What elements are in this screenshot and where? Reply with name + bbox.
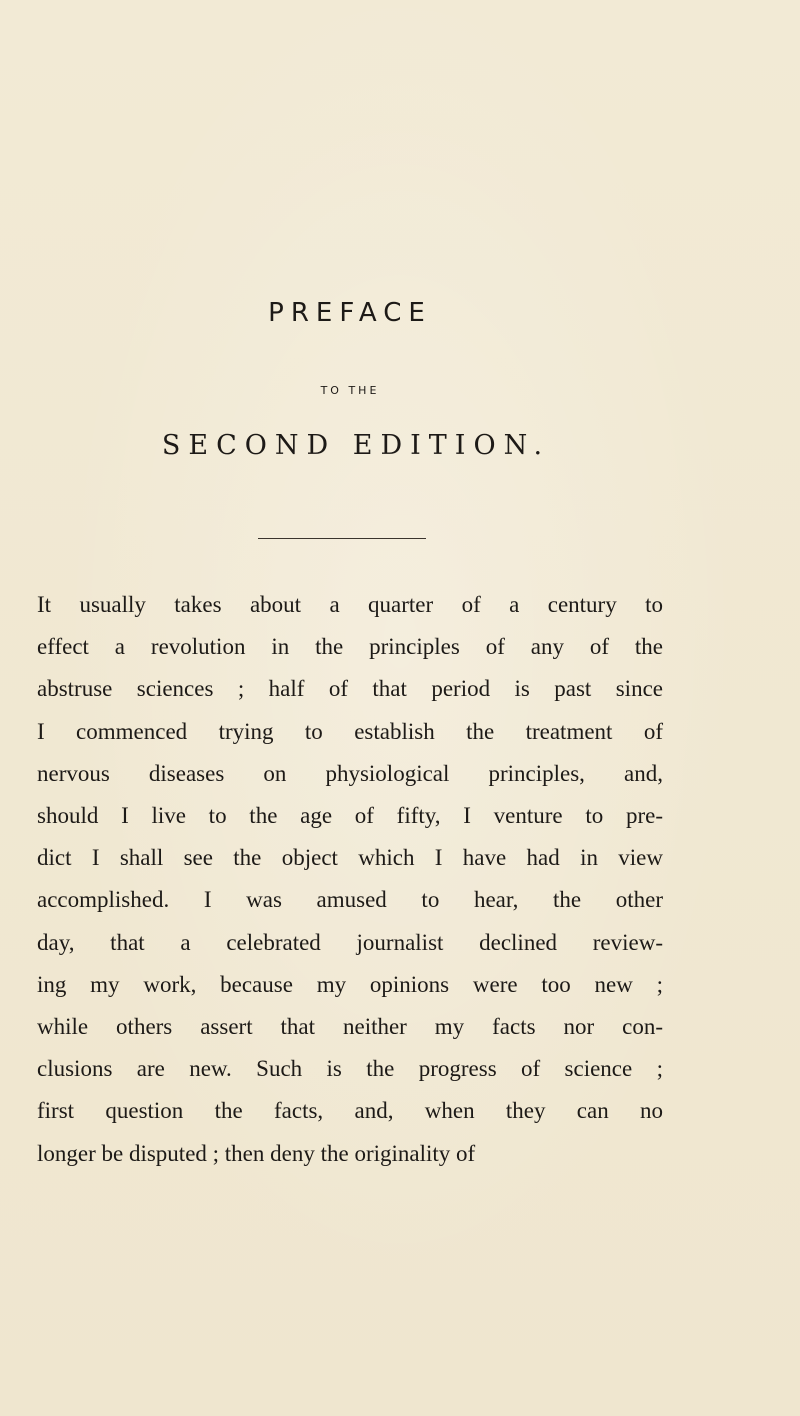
body-line: should I live to the age of fifty, I venture to pre- xyxy=(37,803,663,829)
body-line: accomplished. I was amused to hear, the other xyxy=(37,887,663,913)
body-line: dict I shall see the object which I have had in view xyxy=(37,845,663,871)
body-line: longer be disputed ; then deny the originality of xyxy=(37,1140,476,1166)
body-line: while others assert that neither my facts nor con- xyxy=(37,1014,663,1040)
body-line: first question the facts, and, when they can no xyxy=(37,1098,663,1124)
subtitle-edition: SECOND EDITION. xyxy=(161,430,551,461)
body-line: I commenced trying to establish the treatment of xyxy=(37,718,663,744)
body-line: day, that a celebrated journalist declined review- xyxy=(37,929,663,955)
body-line: ing my work, because my opinions were too new ; xyxy=(37,971,663,997)
body-line: It usually takes about a quarter of a century to xyxy=(37,592,663,617)
divider-rule xyxy=(258,538,426,539)
preface-body xyxy=(37,584,663,1175)
body-line: clusions are new. Such is the progress of science ; xyxy=(37,1056,663,1082)
body-line: effect a revolution in the principles of any of the xyxy=(37,634,663,660)
page-title: PREFACE xyxy=(268,298,432,328)
body-line: abstruse sciences ; half of that period is past since xyxy=(37,676,663,702)
subtitle-to-the: TO THE xyxy=(320,384,380,397)
body-line: nervous diseases on physiological principles, and, xyxy=(37,760,663,786)
